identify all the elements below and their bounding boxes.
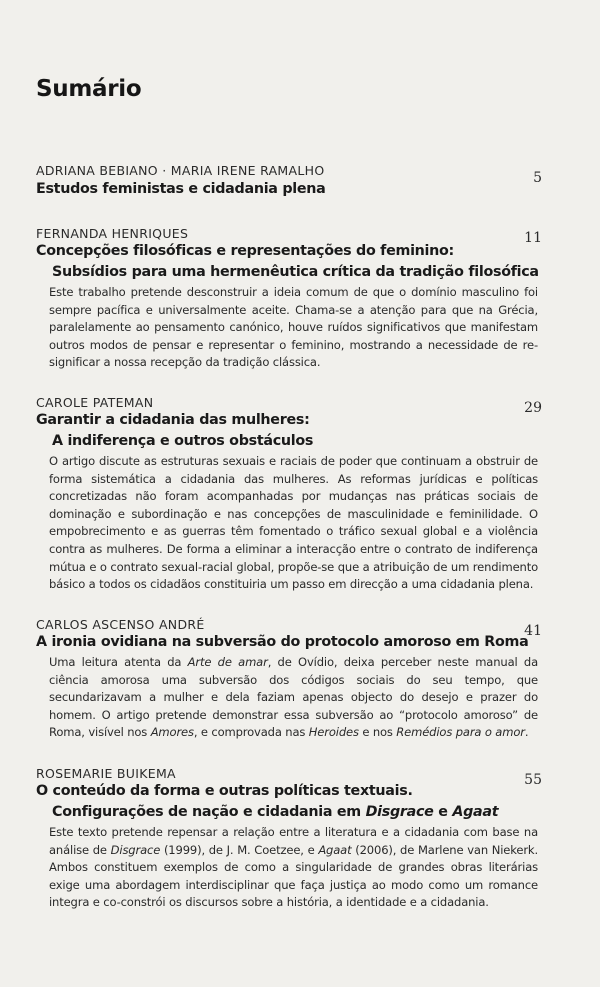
entry-subtitle[interactable] [52,804,498,820]
abstract-text: . [524,725,529,740]
abstract-italic-title: Remédios para o amor [396,725,525,740]
entry-abstract: O artigo discute as estruturas sexuais e raciais de poder que continuam a obstruir de forma sistemática a cidadania das mulheres. As reformas jurídicas e políticas concretizadas não foram acompanhadas por mudanças nas práticas sociais de dominação e subordinação e nas concepções de masculinidade e feminilidade. O empobrecimento e as guerras têm fomentado o tráfico sexual global e a violência contra as mulheres. De forma a eliminar a interacção entre o contrato de indiferença mútua e o contrato sexual-racial global, propõe-se que a atribuição de um rendimento básico a todos os cidadãos constituiria um passo em direcção a uma cidadania plena. [49,454,538,592]
subtitle-text: e [433,804,453,820]
entry-authors: CAROLE PATEMAN [36,395,154,410]
abstract-italic-title: Arte de amar [187,655,268,669]
page-title: Sumário [36,76,142,102]
subtitle-italic-title: Disgrace [365,804,434,820]
entry-title[interactable]: Estudos feministas e cidadania plena [36,181,326,197]
entry-abstract [49,824,538,912]
entry-title[interactable]: A ironia ovidiana na subversão do protocolo amoroso em Roma [36,634,529,650]
abstract-text: e nos [358,725,397,740]
entry-title[interactable]: Garantir a cidadania das mulheres: [36,412,310,428]
entry-page-number: 55 [524,772,542,788]
entry-abstract [49,654,538,742]
entry-authors: FERNANDA HENRIQUES [36,226,189,241]
abstract-italic-title: Agaat [318,842,352,857]
abstract-text: Uma leitura atenta da [49,655,188,669]
entry-authors: ADRIANA BEBIANO · MARIA IRENE RAMALHO [36,163,325,178]
entry-subtitle[interactable]: A indiferença e outros obstáculos [52,433,314,449]
subtitle-text: Configurações de nação e cidadania em [52,804,366,820]
abstract-italic-title: Heroides [308,725,359,740]
entry-abstract: Este trabalho pretende desconstruir a ideia comum de que o domínio masculino foi sempre pacífica e universalmente aceite. Chama-se a atenção para que na Grécia, paralelamente ao pensamento canónico, houve ruídos significativos que manifestam outros modos de pensar e representar o feminino, mostrando a necessidade de re-significar a nossa recepção da tradição clássica. [49,285,538,370]
entry-page-number: 11 [524,230,542,246]
entry-page-number: 29 [524,400,542,416]
abstract-text: (2006), de Marlene van Niekerk. Ambos constituem exemplos de como a singularidade de grandes obras literárias exige uma abordagem interdisciplinar que faça justiça ao modo como um romance integra e co-constrói os discursos sobre a história, a identidade e a cidadania. [49,842,538,910]
entry-authors: CARLOS ASCENSO ANDRÉ [36,617,205,632]
entry-page-number: 5 [533,170,542,186]
abstract-italic-title: Disgrace [110,842,161,857]
abstract-italic-title: Amores [150,725,194,740]
entry-page-number: 41 [524,623,542,639]
entry-title[interactable]: Concepções filosóficas e representações do feminino: [36,243,454,259]
entry-subtitle[interactable]: Subsídios para uma hermenêutica crítica da tradição filosófica [52,264,539,280]
abstract-text: Este texto pretende repensar a relação entre a literatura e a cidadania com base na análise de [49,825,538,857]
entry-authors: ROSEMARIE BUIKEMA [36,766,176,781]
subtitle-italic-title: Agaat [452,804,499,820]
abstract-text: , de Ovídio, deixa perceber neste manual da ciência amorosa uma subversão dos códigos sociais do seu tempo, que secundarizavam a mulher e dela faziam apenas objecto do desejo e prazer do homem. O artigo pretende demonstrar essa subversão ao “protocolo amoroso” de Roma, visível nos [49,655,538,740]
abstract-text: , e comprovada nas [193,725,309,740]
entry-title[interactable]: O conteúdo da forma e outras políticas textuais. [36,783,413,799]
abstract-text: (1999), de J. M. Coetzee, e [160,842,319,857]
